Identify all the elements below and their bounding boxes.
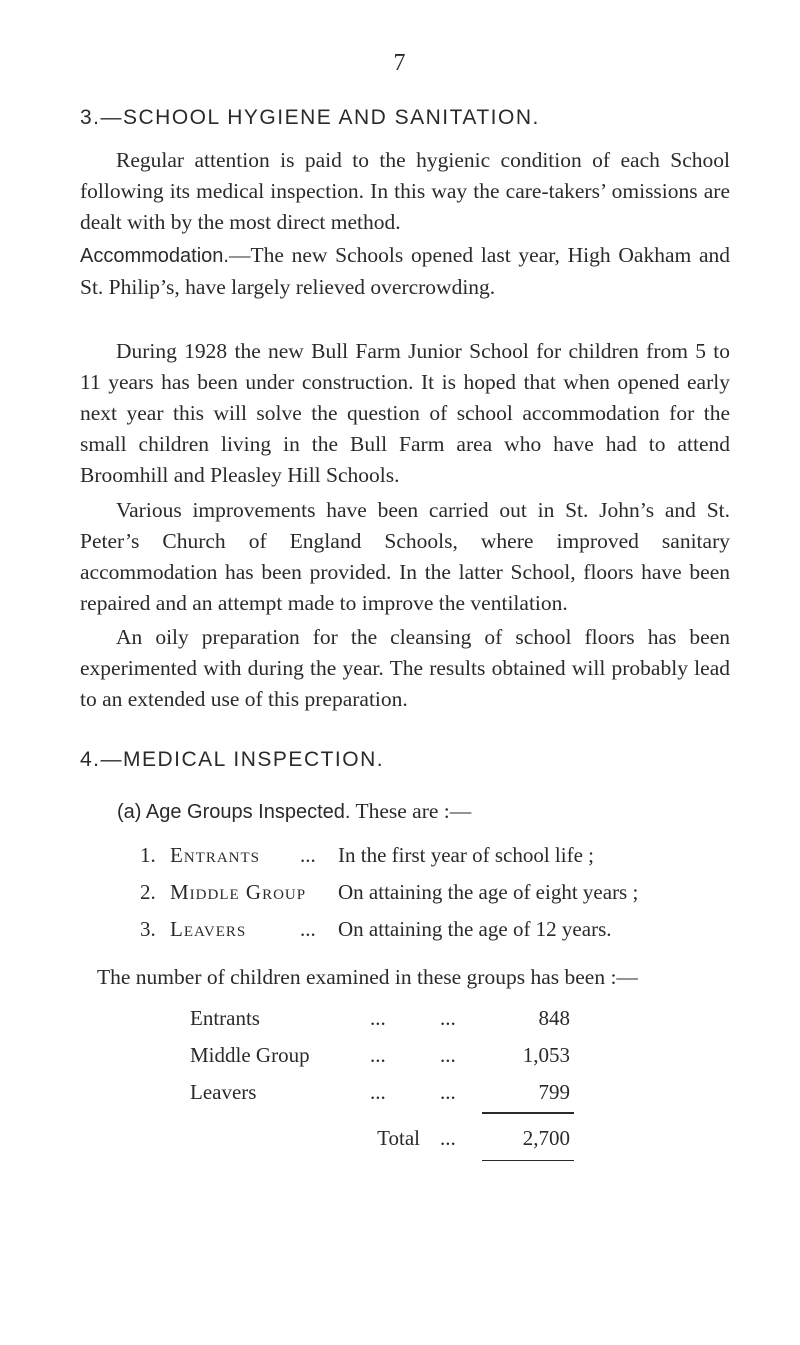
accommodation-text: —The new Schools opened last year, High Oakham and St. Philip’s, have largely relieved overcrowding. (80, 243, 730, 299)
paragraph-improvements: Various improvements have been carried out in St. John’s and St. Peter’s Church of England Schools, where improved sanitary accommodation has been provided. In the latter School, floors have been repaired and an attempt made to improve the ventilation. (80, 498, 730, 615)
group-name: Entrants (170, 843, 260, 867)
total-value: 2,700 (522, 1126, 570, 1150)
group-number: 1. (140, 843, 156, 867)
count-row (190, 1080, 570, 1105)
paragraph-bull-farm: During 1928 the new Bull Farm Junior School for children from 5 to 11 years has been under construction. It is hoped that when opened early next year this will solve the question of school accommodation for the small children living in the Bull Farm area who have had to attend Broomhill and Pleasley Hill Schools. (80, 339, 730, 487)
age-groups-text: These are :— (355, 799, 472, 823)
group-description: On attaining the age of eight years ; (338, 880, 639, 904)
accommodation-label: Accommodation. (80, 245, 229, 267)
paragraph-accommodation (80, 240, 730, 303)
group-leader-dots: ... (300, 917, 316, 941)
paragraph-hygiene: Regular attention is paid to the hygienic condition of each School following its medical inspection. In this way the care-takers’ omissions are dealt with by the most direct method. (80, 148, 730, 234)
count-leader-dots: ... (440, 1006, 456, 1030)
group-name: Middle Group (170, 880, 307, 904)
group-row (140, 917, 612, 942)
count-name: Leavers (190, 1080, 257, 1104)
count-name: Entrants (190, 1006, 260, 1030)
total-row (190, 1126, 570, 1151)
total-rule-bottom (482, 1160, 574, 1161)
group-leader-dots: ... (300, 843, 316, 867)
count-name: Middle Group (190, 1043, 310, 1067)
count-leader-dots: ... (440, 1043, 456, 1067)
section-3-heading: 3.—SCHOOL HYGIENE AND SANITATION. (80, 106, 540, 129)
group-row (140, 880, 638, 905)
group-description: In the first year of school life ; (338, 843, 594, 867)
count-value: 1,053 (522, 1043, 570, 1067)
count-leader-dots: ... (370, 1080, 386, 1104)
total-label: Total (377, 1126, 420, 1150)
group-name: Leavers (170, 917, 247, 941)
count-leader-dots: ... (370, 1006, 386, 1030)
section-4-heading: 4.—MEDICAL INSPECTION. (80, 748, 385, 771)
count-value: 848 (538, 1006, 570, 1030)
count-leader-dots: ... (440, 1080, 456, 1104)
page-number: 7 (393, 50, 407, 76)
age-groups-label: (a) Age Groups Inspected. (117, 801, 351, 823)
total-rule-top (482, 1112, 574, 1114)
group-row (140, 843, 594, 868)
age-groups-subheading (117, 799, 471, 824)
group-number: 2. (140, 880, 156, 904)
count-row (190, 1006, 570, 1031)
count-leader-dots: ... (370, 1043, 386, 1067)
paragraph-oily-preparation: An oily preparation for the cleansing of school floors has been experimented with during the year. The results obtained will probably lead to an extended use of this preparation. (80, 625, 730, 711)
count-row (190, 1043, 570, 1068)
count-value: 799 (538, 1080, 570, 1104)
group-number: 3. (140, 917, 156, 941)
examined-intro: The number of children examined in these groups has been :— (97, 965, 638, 989)
total-leader-dots: ... (440, 1126, 456, 1150)
group-description: On attaining the age of 12 years. (338, 917, 612, 941)
